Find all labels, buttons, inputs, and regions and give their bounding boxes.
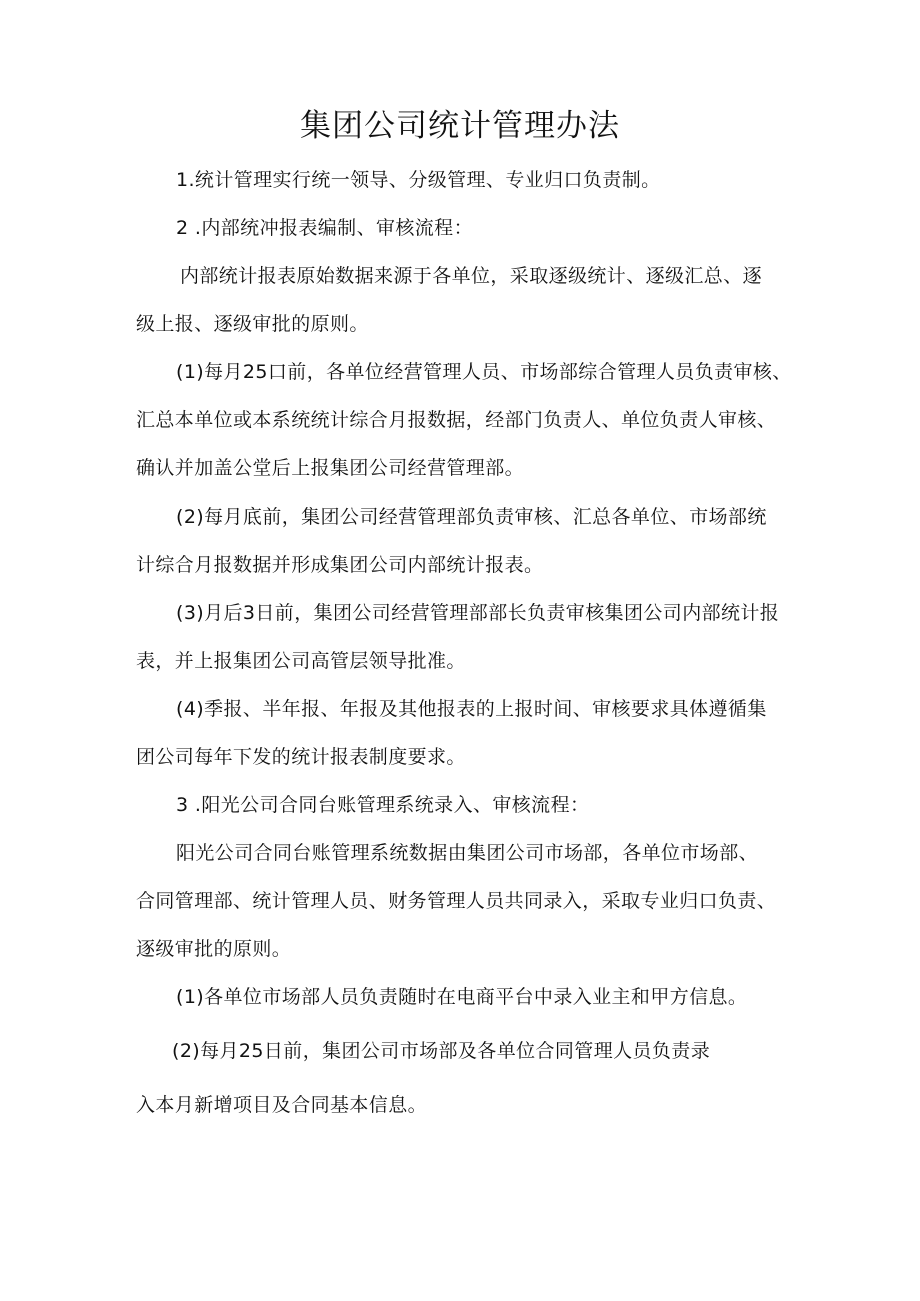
text-line: 汇总本单位或本系统统计综合月报数据，经部门负责人、单位负责人审核、 bbox=[136, 409, 777, 431]
section-heading: 3 .阳光公司合同台账管理系统录入、审核流程： bbox=[176, 794, 590, 816]
text-line: (4)季报、半年报、年报及其他报表的上报时间、审核要求具体遵循集 bbox=[176, 698, 767, 720]
text-line: (1)各单位市场部人员负责随时在电商平台中录入业主和甲方信息。 bbox=[176, 986, 748, 1008]
text-line: (2)每月底前，集团公司经营管理部负责审核、汇总各单位、市场部统 bbox=[176, 506, 767, 528]
text-line: (3)月后3日前，集团公司经营管理部部长负责审核集团公司内部统计报 bbox=[176, 602, 780, 624]
text-line: (1)每月25口前，各单位经营管理人员、市场部综合管理人员负责审核、 bbox=[176, 361, 792, 383]
text-line: 级上报、逐级审批的原则。 bbox=[136, 313, 369, 335]
text-line: 合同管理部、统计管理人员、财务管理人员共同录入，采取专业归口负责、 bbox=[136, 890, 777, 912]
text-line: 内部统计报表原始数据来源于各单位，采取逐级统计、逐级汇总、逐 bbox=[180, 265, 763, 287]
text-line: 逐级审批的原则。 bbox=[136, 938, 292, 960]
text-line: (2)每月25日前，集团公司市场部及各单位合同管理人员负责录 bbox=[172, 1040, 711, 1062]
text-line: 1.统计管理实行统一领导、分级管理、专业归口负责制。 bbox=[176, 169, 661, 191]
text-line: 团公司每年下发的统计报表制度要求。 bbox=[136, 746, 466, 768]
text-line: 确认并加盖公堂后上报集团公司经营管理部。 bbox=[136, 457, 525, 479]
document-title: 集团公司统计管理办法 bbox=[300, 108, 620, 144]
text-line: 计综合月报数据并形成集团公司内部统计报表。 bbox=[136, 554, 544, 576]
text-line: 表，并上报集团公司高管层领导批准。 bbox=[136, 650, 466, 672]
section-heading: 2 .内部统冲报表编制、审核流程： bbox=[176, 217, 473, 239]
text-line: 阳光公司合同台账管理系统数据由集团公司市场部，各单位市场部、 bbox=[176, 842, 759, 864]
text-line: 入本月新增项目及合同基本信息。 bbox=[136, 1094, 428, 1116]
